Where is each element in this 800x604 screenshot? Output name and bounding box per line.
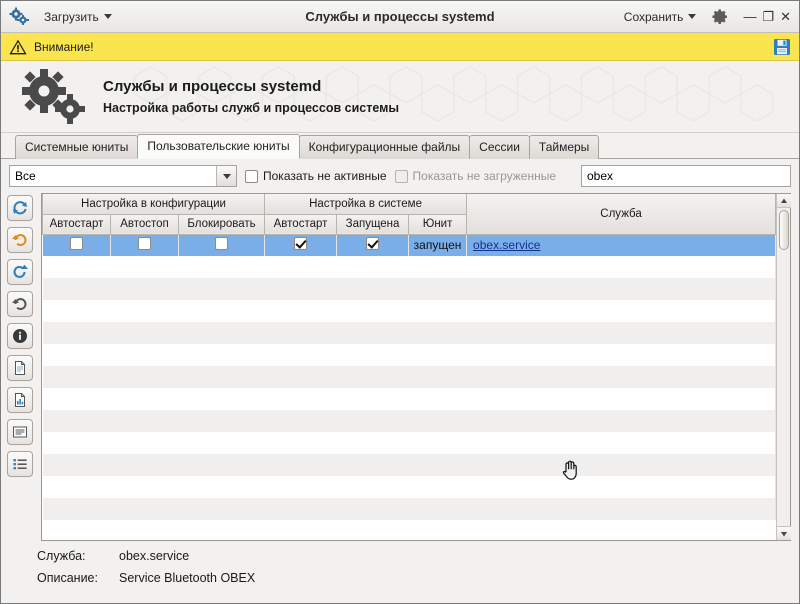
scrollbar-thumb[interactable] <box>779 210 789 250</box>
filter-select[interactable] <box>9 165 237 187</box>
load-button-label: Загрузить <box>44 9 99 24</box>
report-button[interactable] <box>7 387 33 413</box>
page-header <box>1 61 799 133</box>
warning-triangle-icon <box>9 39 27 55</box>
info-icon <box>12 328 28 344</box>
warning-text: Внимание! <box>34 39 94 54</box>
cell-cfg-block[interactable] <box>179 234 265 256</box>
chevron-down-icon <box>104 14 112 19</box>
table-body <box>43 234 776 520</box>
gears-icon <box>9 7 29 27</box>
page-title: Службы и процессы systemd <box>103 78 322 95</box>
cell-sys-running[interactable] <box>337 234 409 256</box>
search-input[interactable] <box>581 165 791 187</box>
restart-button[interactable] <box>7 259 33 285</box>
list-button[interactable] <box>7 451 33 477</box>
gear-icon[interactable] <box>711 8 729 26</box>
revert-button[interactable] <box>7 291 33 317</box>
table-row-empty <box>43 476 776 498</box>
tab-system-units[interactable]: Системные юниты <box>15 135 138 159</box>
tab-bar <box>1 133 799 159</box>
save-button-label: Сохранить <box>623 9 684 24</box>
minimize-button[interactable]: — <box>743 9 757 24</box>
checkbox-box[interactable] <box>366 237 379 250</box>
table-row-empty <box>43 366 776 388</box>
checkbox-box[interactable] <box>70 237 83 250</box>
detail-description-row <box>37 571 791 585</box>
details-panel <box>1 541 799 603</box>
counterclockwise-icon <box>12 296 28 312</box>
column-header-unit[interactable]: Юнит <box>409 214 467 234</box>
chevron-down-icon <box>688 14 696 19</box>
title-bar <box>1 1 799 33</box>
vertical-scrollbar[interactable] <box>776 194 790 540</box>
tab-timers[interactable]: Таймеры <box>529 135 599 159</box>
checkbox-box[interactable] <box>138 237 151 250</box>
column-header-cfg-autostart[interactable]: Автостарт <box>43 214 111 234</box>
table-row-empty <box>43 256 776 278</box>
undo-button[interactable] <box>7 227 33 253</box>
table-row-empty <box>43 322 776 344</box>
table-row[interactable] <box>43 234 776 256</box>
group-header-system: Настройка в системе <box>265 194 467 214</box>
list-lines-icon <box>12 424 28 440</box>
search-input-value: obex <box>587 169 614 183</box>
detail-service-label: Служба: <box>37 549 86 563</box>
tab-user-units[interactable]: Пользовательские юниты <box>137 134 299 159</box>
table-group-header-row <box>43 194 776 214</box>
table-row-empty <box>43 278 776 300</box>
cell-unit-state: запущен <box>409 234 467 256</box>
refresh-icon <box>12 200 28 216</box>
document-chart-icon <box>12 392 28 408</box>
group-header-config: Настройка в конфигурации <box>43 194 265 214</box>
column-header-sys-autostart[interactable]: Автостарт <box>265 214 337 234</box>
show-inactive-label: Показать не активные <box>263 169 387 183</box>
service-link[interactable]: obex.service <box>473 238 541 253</box>
show-inactive-checkbox[interactable] <box>245 169 387 183</box>
table-row-empty <box>43 498 776 520</box>
scroll-down-button[interactable] <box>777 526 791 540</box>
show-unloaded-checkbox <box>395 169 556 183</box>
load-button[interactable] <box>37 7 119 27</box>
content-area <box>1 193 799 541</box>
side-toolbar <box>7 193 37 541</box>
table-row-empty <box>43 432 776 454</box>
floppy-save-icon[interactable] <box>773 38 791 56</box>
detail-description-label: Описание: <box>37 571 98 585</box>
detail-service-value: obex.service <box>119 549 190 563</box>
column-header-cfg-autostop[interactable]: Автостоп <box>111 214 179 234</box>
column-header-service[interactable]: Служба <box>467 194 776 234</box>
detail-description-value: Service Bluetooth OBEX <box>119 571 256 585</box>
reload-icon <box>12 264 28 280</box>
filter-bar <box>1 159 799 193</box>
save-button[interactable] <box>617 7 704 27</box>
bullet-list-icon <box>12 456 28 472</box>
page-subtitle: Настройка работы служб и процессов системы <box>103 101 400 115</box>
warning-bar <box>1 33 799 61</box>
cell-service[interactable] <box>467 234 776 256</box>
gears-logo-icon <box>17 67 89 127</box>
table-row-empty <box>43 388 776 410</box>
undo-arrow-icon <box>12 232 28 248</box>
cell-cfg-autostop[interactable] <box>111 234 179 256</box>
table-row-empty <box>43 410 776 432</box>
table-row-empty <box>43 344 776 366</box>
document-icon <box>12 360 28 376</box>
info-button[interactable] <box>7 323 33 349</box>
table-row-empty <box>43 300 776 322</box>
table-row-empty <box>43 454 776 476</box>
checkbox-box[interactable] <box>215 237 228 250</box>
window-title: Службы и процессы systemd <box>305 9 495 24</box>
checkbox-box[interactable] <box>294 237 307 250</box>
cell-cfg-autostart[interactable] <box>43 234 111 256</box>
checkbox-box <box>245 170 258 183</box>
tab-sessions[interactable]: Сессии <box>469 135 530 159</box>
detail-service-row <box>37 549 791 563</box>
units-table <box>41 193 791 541</box>
refresh-button[interactable] <box>7 195 33 221</box>
column-header-sys-running[interactable]: Запущена <box>337 214 409 234</box>
maximize-button[interactable]: ❐ <box>762 9 775 24</box>
cell-sys-autostart[interactable] <box>265 234 337 256</box>
show-unloaded-label: Показать не загруженные <box>412 169 557 183</box>
log-button[interactable] <box>7 419 33 445</box>
checkbox-box <box>395 170 408 183</box>
filter-select-value: Все <box>15 169 36 183</box>
chevron-down-icon[interactable] <box>216 166 236 186</box>
close-button[interactable]: ✕ <box>780 9 791 24</box>
column-header-cfg-block[interactable]: Блокировать <box>179 214 265 234</box>
scroll-up-button[interactable] <box>777 194 791 208</box>
tab-config-files[interactable]: Конфигурационные файлы <box>299 135 470 159</box>
file-button[interactable] <box>7 355 33 381</box>
